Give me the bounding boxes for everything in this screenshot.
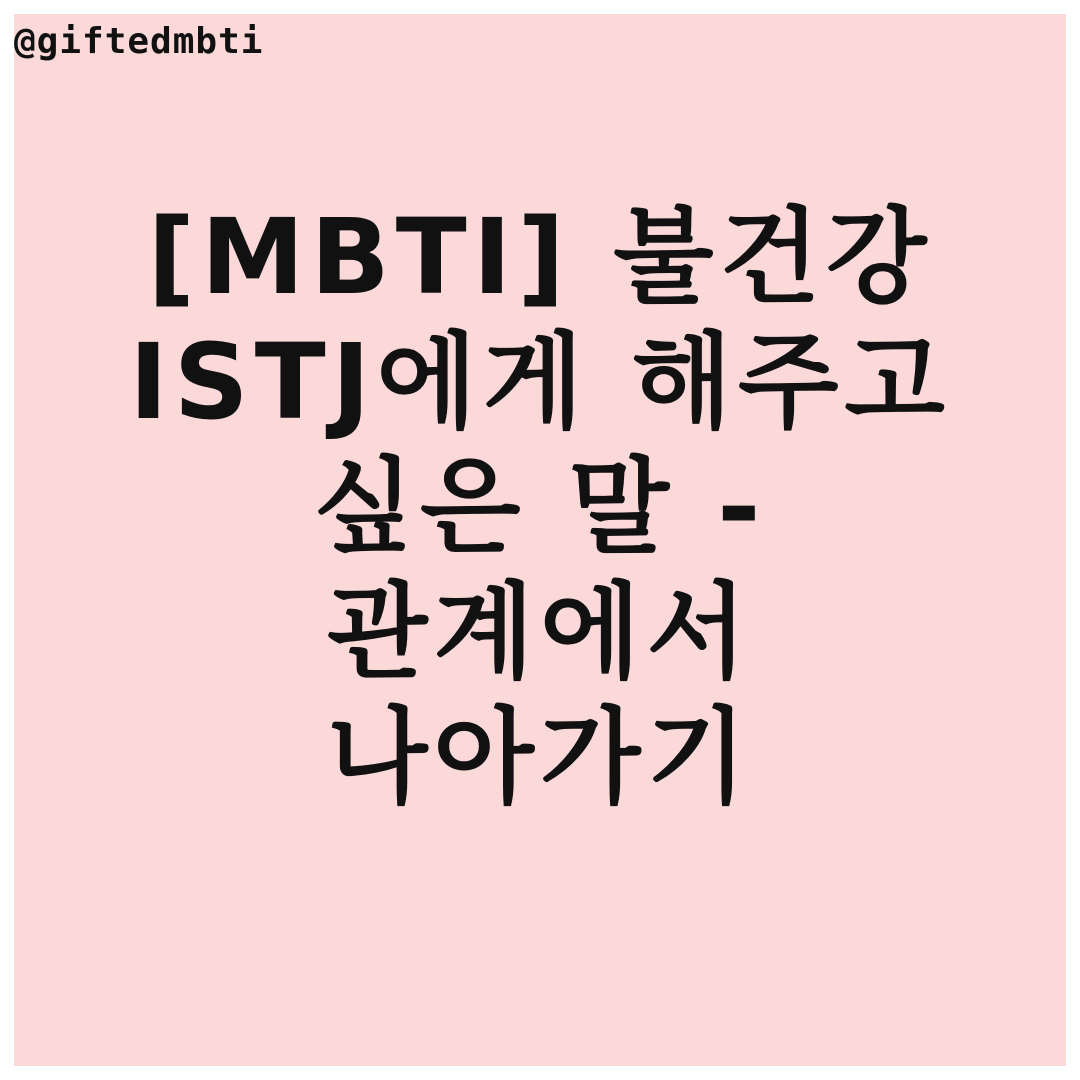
account-handle: @giftedmbti (14, 21, 264, 62)
title-line: [MBTI] 불건강 (147, 196, 933, 318)
title-line: ISTJ에게 해주고 (129, 321, 951, 443)
title-line: 나아가기 (327, 696, 753, 818)
title-line: 관계에서 (327, 571, 753, 693)
title-line: 싶은 말 - (313, 446, 767, 568)
post-title (0, 195, 1080, 820)
